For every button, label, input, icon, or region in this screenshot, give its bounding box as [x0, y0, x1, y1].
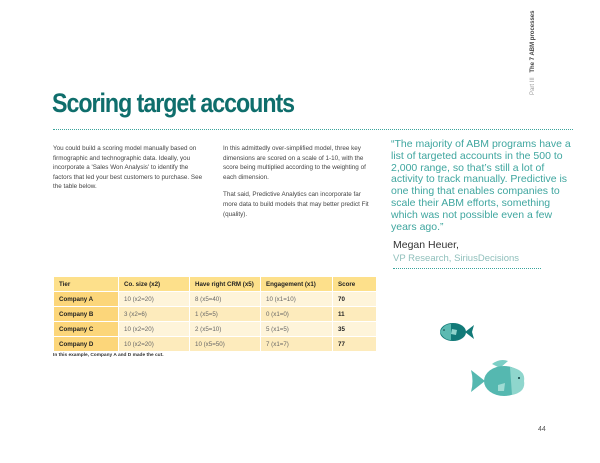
- engagement-cell: 7 (x1=7): [261, 337, 333, 352]
- co-size-cell: 10 (x2=20): [119, 322, 190, 337]
- body-paragraph: You could build a scoring model manually based on firmographic and technographic data. Ideally, you incorporate a 'Sales Won Analysis' to identify the factors that led your best customers to purchase. See the table below.: [53, 145, 203, 191]
- header-tier: Tier: [54, 277, 119, 292]
- column-1: [53, 144, 208, 200]
- large-fish-icon: [470, 358, 532, 402]
- column-2: [223, 144, 375, 227]
- quote-divider: [393, 268, 541, 269]
- divider: [53, 129, 573, 130]
- score-cell: 77: [333, 337, 377, 352]
- table-footnote: In this example, Company A and D made the cut.: [53, 353, 164, 358]
- crm-cell: 1 (x5=5): [190, 307, 261, 322]
- page-title: Scoring target accounts: [52, 88, 295, 118]
- header-co-size: Co. size (x2): [119, 277, 190, 292]
- body-paragraph: That said, Predictive Analytics can incorporate far more data to build models that may better predict Fit (quality).: [223, 191, 369, 218]
- quote-author-role: VP Research, SiriusDecisions: [393, 253, 520, 265]
- pull-quote-block: [391, 139, 571, 269]
- table-row: [54, 337, 377, 352]
- body-paragraph: In this admittedly over-simplified model, three key dimensions are scored on a scale of 1-10, with the score being multiplied according to the weighting of each dimension.: [223, 145, 366, 181]
- tier-cell: Company B: [54, 307, 119, 322]
- crm-cell: 10 (x5=50): [190, 337, 261, 352]
- co-size-cell: 3 (x2=6): [119, 307, 190, 322]
- tier-cell: Company A: [54, 292, 119, 307]
- small-fish-icon: [438, 318, 478, 346]
- engagement-cell: 0 (x1=0): [261, 307, 333, 322]
- table-row: [54, 307, 377, 322]
- page-number: 44: [538, 426, 546, 433]
- engagement-cell: 10 (x1=10): [261, 292, 333, 307]
- co-size-cell: 10 (x2=20): [119, 292, 190, 307]
- table-row: [54, 292, 377, 307]
- header-score: Score: [333, 277, 377, 292]
- part-label: Part III: [530, 77, 536, 95]
- quote-author: Megan Heuer,: [393, 239, 459, 252]
- crm-cell: 2 (x5=10): [190, 322, 261, 337]
- score-cell: 35: [333, 322, 377, 337]
- tier-cell: Company C: [54, 322, 119, 337]
- section-label: [530, 11, 536, 95]
- pull-quote: “The majority of ABM programs have a list of targeted accounts in the 500 to 2,000 range, so that’s still a lot of activity to track manually. Predictive is one thing that enables companies to scale their ABM efforts, something which was not possible even a few years ago.”: [391, 138, 571, 233]
- score-cell: 70: [333, 292, 377, 307]
- section-name: The 7 ABM processes: [530, 10, 536, 73]
- crm-cell: 8 (x5=40): [190, 292, 261, 307]
- header-engagement: Engagement (x1): [261, 277, 333, 292]
- co-size-cell: 10 (x2=20): [119, 337, 190, 352]
- engagement-cell: 5 (x1=5): [261, 322, 333, 337]
- tier-cell: Company D: [54, 337, 119, 352]
- table-header-row: [54, 277, 377, 292]
- scoring-table: [53, 276, 377, 352]
- score-cell: 11: [333, 307, 377, 322]
- header-crm: Have right CRM (x5): [190, 277, 261, 292]
- table-row: [54, 322, 377, 337]
